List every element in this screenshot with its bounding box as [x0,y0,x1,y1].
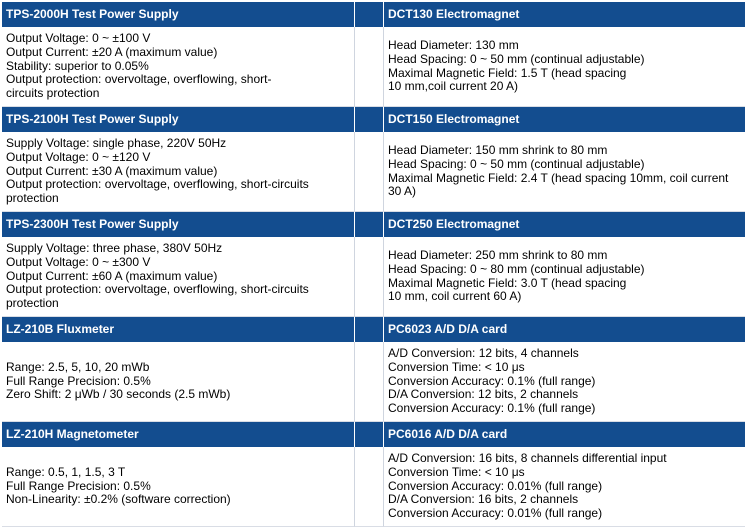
product-title: TPS-2000H Test Power Supply [2,2,354,27]
product-title: LZ-210B Fluxmeter [2,317,354,342]
spec-line: Output Current: ±30 A (maximum value) [6,163,218,178]
spec-line: Head Diameter: 150 mm shrink to 80 mm [388,142,608,157]
spec-line: A/D Conversion: 12 bits, 4 channels [388,346,579,360]
spec-line: protection [6,191,59,206]
product-title: PC6016 A/D D/A card [384,422,745,447]
separator-header [354,107,384,132]
spec-line: Conversion Time: < 10 μs [388,359,525,374]
spec-line: D/A Conversion: 12 bits, 2 channels [388,387,579,402]
spec-line: Full Range Precision: 0.5% [6,373,151,388]
spec-line: 10 mm, coil current 60 A) [388,289,522,304]
spec-line: Head Spacing: 0 ~ 50 mm (continual adjustable) [388,156,645,171]
product-specs [2,237,354,317]
spec-line: D/A Conversion: 16 bits, 2 channels [388,492,579,507]
spec-line: Conversion Accuracy: 0.1% (full range) [388,401,596,416]
spec-line: Supply Voltage: three phase, 380V 50Hz [6,241,223,255]
spec-line: 30 A) [388,184,417,199]
spec-line: Maximal Magnetic Field: 2.4 T (head spacing 10mm, coil current [388,170,729,185]
product-specs [2,342,354,422]
spec-line: Output Voltage: 0 ~ ±120 V [6,149,151,164]
product-specs [2,27,354,107]
spec-line: 10 mm,coil current 20 A) [388,79,519,94]
spec-line: Head Diameter: 130 mm [388,37,519,52]
product-specs [384,27,745,107]
separator-header [354,422,384,447]
separator-header [354,212,384,237]
spec-line: circuits protection [6,86,100,101]
product-title: DCT150 Electromagnet [384,107,745,132]
separator-cell [354,447,384,527]
spec-line: Output protection: overvoltage, overflowing, short- [6,72,272,87]
separator-header [354,2,384,27]
product-specs [384,237,745,317]
spec-line: Output protection: overvoltage, overflowing, short-circuits [6,177,309,192]
spec-line: protection [6,296,59,311]
product-title: LZ-210H Magnetometer [2,422,354,447]
spec-line: Output Current: ±60 A (maximum value) [6,268,218,283]
separator-cell [354,342,384,422]
spec-line: Head Diameter: 250 mm shrink to 80 mm [388,247,608,262]
product-specs [384,132,745,212]
spec-line: Conversion Accuracy: 0.1% (full range) [388,373,596,388]
spec-line: Non-Linearity: ±0.2% (software correction) [6,492,231,507]
spec-line: Range: 2.5, 5, 10, 20 mWb [6,359,150,374]
spec-line: Range: 0.5, 1, 1.5, 3 T [6,464,126,479]
spec-line: Zero Shift: 2 μWb / 30 seconds (2.5 mWb) [6,387,231,402]
spec-line: Conversion Accuracy: 0.01% (full range) [388,478,603,493]
spec-line: A/D Conversion: 16 bits, 8 channels differential input [388,451,667,465]
product-title: TPS-2300H Test Power Supply [2,212,354,237]
spec-line: Output Voltage: 0 ~ ±300 V [6,254,151,269]
spec-line: Full Range Precision: 0.5% [6,478,151,493]
spec-line: Conversion Time: < 10 μs [388,464,525,479]
separator-cell [354,132,384,212]
product-specs [384,447,745,527]
spec-line: Head Spacing: 0 ~ 50 mm (continual adjustable) [388,51,645,66]
separator-header [354,317,384,342]
separator-cell [354,27,384,107]
spec-line: Output Voltage: 0 ~ ±100 V [6,31,151,45]
spec-line: Supply Voltage: single phase, 220V 50Hz [6,136,227,150]
product-specs [384,342,745,422]
spec-line: Maximal Magnetic Field: 1.5 T (head spacing [388,65,627,80]
product-title: TPS-2100H Test Power Supply [2,107,354,132]
product-title: DCT130 Electromagnet [384,2,745,27]
spec-line: Output protection: overvoltage, overflowing, short-circuits [6,282,309,297]
spec-line: Stability: superior to 0.05% [6,58,149,73]
spec-line: Conversion Accuracy: 0.01% (full range) [388,506,603,521]
spec-line: Maximal Magnetic Field: 3.0 T (head spacing [388,275,627,290]
spec-line: Head Spacing: 0 ~ 80 mm (continual adjustable) [388,261,645,276]
product-title: PC6023 A/D D/A card [384,317,745,342]
spec-line: Output Current: ±20 A (maximum value) [6,44,218,59]
product-specs [2,132,354,212]
product-specs [2,447,354,527]
product-title: DCT250 Electromagnet [384,212,745,237]
separator-cell [354,237,384,317]
